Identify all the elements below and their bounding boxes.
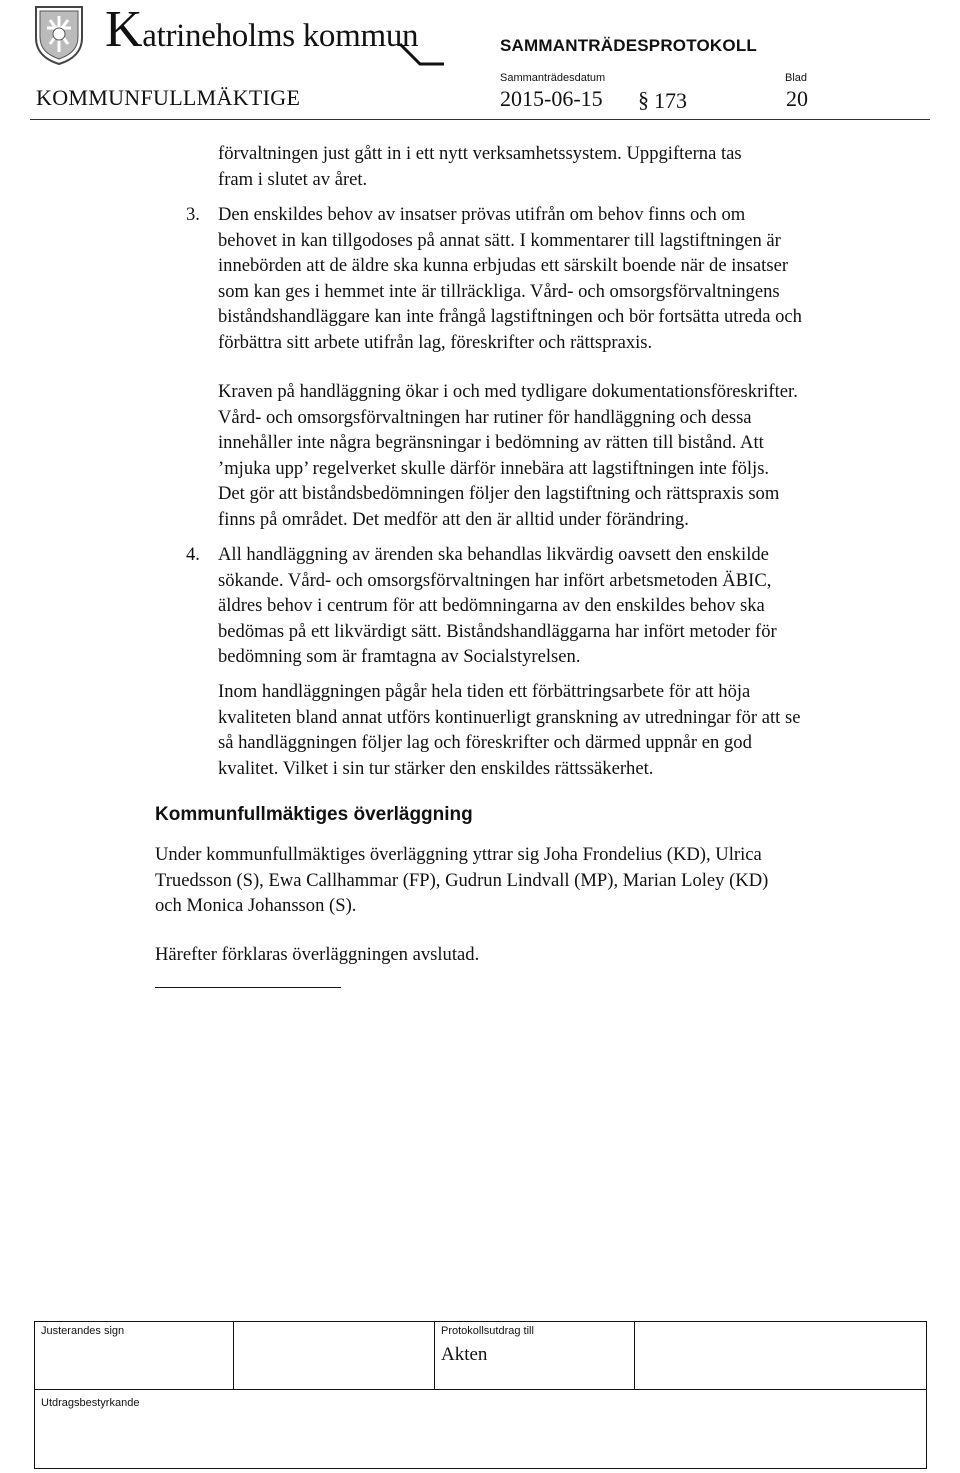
extract-to-value: Akten: [441, 1344, 488, 1365]
signature-table-column-divider: [634, 1321, 635, 1389]
text-line: och Monica Johansson (S).: [155, 895, 357, 917]
text-line: biståndshandläggare kan inte frångå lagstiftningen och bör fortsätta utreda och: [218, 306, 802, 328]
text-line: Inom handläggningen pågår hela tiden ett förbättringsarbete för att höja: [218, 681, 751, 702]
document-type: SAMMANTRÄDESPROTOKOLL: [500, 36, 757, 55]
certification-label: Utdragsbestyrkande: [41, 1397, 140, 1409]
page-label: Blad: [785, 72, 808, 84]
meeting-date-label: Sammanträdesdatum: [500, 72, 606, 84]
text-line: Under kommunfullmäktiges överläggning yttrar sig Joha Frondelius (KD), Ulrica: [155, 844, 762, 865]
meeting-date: 2015-06-15: [500, 86, 603, 111]
section-heading: Kommunfullmäktiges överläggning: [155, 804, 473, 825]
municipal-crest-logo: [32, 4, 86, 66]
text-line: Kraven på handläggning ökar i och med tydligare dokumentationsföreskrifter.: [218, 381, 798, 402]
municipality-name: [105, 1, 419, 58]
text-line: ’mjuka upp’ regelverket skulle därför innebära att lagstiftningen inte följs.: [218, 457, 770, 479]
end-divider-line: [155, 987, 341, 988]
text-line: som kan ges i hemmet inte är tillräckliga. Vård- och omsorgsförvaltningens: [218, 280, 780, 302]
text-line: så handläggningen följer lag och föreskrifter och därmed uppnår en god: [218, 732, 752, 754]
text-line: bedömning som är framtagna av Socialstyrelsen.: [218, 646, 581, 668]
list-item-4-followup: [218, 679, 918, 781]
header-divider: [30, 119, 930, 120]
signature-table-column-divider: [434, 1321, 435, 1389]
text-line: All handläggning av ärenden ska behandlas likvärdig oavsett den enskilde: [218, 544, 769, 565]
paragraph-number: 173: [654, 88, 687, 113]
logo-swoosh-mark: [398, 38, 446, 68]
text-line: kvaliteten bland annat utförs kontinuerligt granskning av utredningar för att se: [218, 706, 801, 728]
list-item-3: [218, 202, 918, 356]
text-line: kvalitet. Vilket i sin tur stärker den enskildes rättssäkerhet.: [218, 757, 654, 779]
municipality-initial: K: [105, 1, 143, 58]
text-line: innebörden att de äldre ska kunna erbjudas ett särskilt boende när de insatser: [218, 255, 789, 277]
text-line: Truedsson (S), Ewa Callhammar (FP), Gudrun Lindvall (MP), Marian Loley (KD): [155, 869, 769, 891]
text-line: äldres behov i centrum för att bedömningarna av den enskildes behov ska: [218, 595, 765, 617]
text-line: Det gör att biståndsbedömningen följer den lagstiftning och rättspraxis som: [218, 483, 780, 505]
paragraph-symbol: §: [638, 87, 649, 112]
municipality-name-rest: atrineholms kommun: [142, 18, 419, 54]
text-line: finns på området. Det medför att den är alltid under förändring.: [218, 508, 689, 530]
continuation-text: [218, 141, 918, 192]
text-line: fram i slutet av året.: [218, 168, 368, 190]
extract-to-label: Protokollsutdrag till: [441, 1325, 534, 1337]
text-line: Den enskildes behov av insatser prövas utifrån om behov finns och om: [218, 204, 746, 225]
signature-table-divider: [34, 1389, 927, 1390]
list-number-3: 3.: [186, 204, 200, 225]
text-line: sökande. Vård- och omsorgsförvaltningen har infört arbetsmetoden ÄBIC,: [218, 569, 772, 591]
board-name: KOMMUNFULLMÄKTIGE: [36, 85, 301, 110]
text-line: förbättra sitt arbete utifrån lag, föreskrifter och rättspraxis.: [218, 331, 653, 353]
conclusion-paragraph: Härefter förklaras överläggningen avslutad.: [155, 944, 480, 965]
text-line: Vård- och omsorgsförvaltningen har rutiner för handläggning och dessa: [218, 406, 752, 428]
signature-table-column-divider: [233, 1321, 234, 1389]
page-number: 20: [786, 86, 808, 111]
deliberation-paragraph: [155, 842, 915, 919]
list-item-4: [218, 542, 918, 670]
justifier-sign-label: Justerandes sign: [41, 1325, 125, 1337]
text-line: innehåller inte några begränsningar i bedömning av rätten till bistånd. Att: [218, 432, 764, 454]
text-line: behovet in kan tillgodoses på annat sätt. I kommentarer till lagstiftningen är: [218, 229, 781, 251]
text-line: bedömas på ett likvärdigt sätt. Biståndshandläggarna har infört metoder för: [218, 620, 777, 642]
list-item-3-followup: [218, 379, 918, 533]
list-number-4: 4.: [186, 544, 200, 565]
text-line: förvaltningen just gått in i ett nytt verksamhetssystem. Uppgifterna tas: [218, 143, 742, 164]
